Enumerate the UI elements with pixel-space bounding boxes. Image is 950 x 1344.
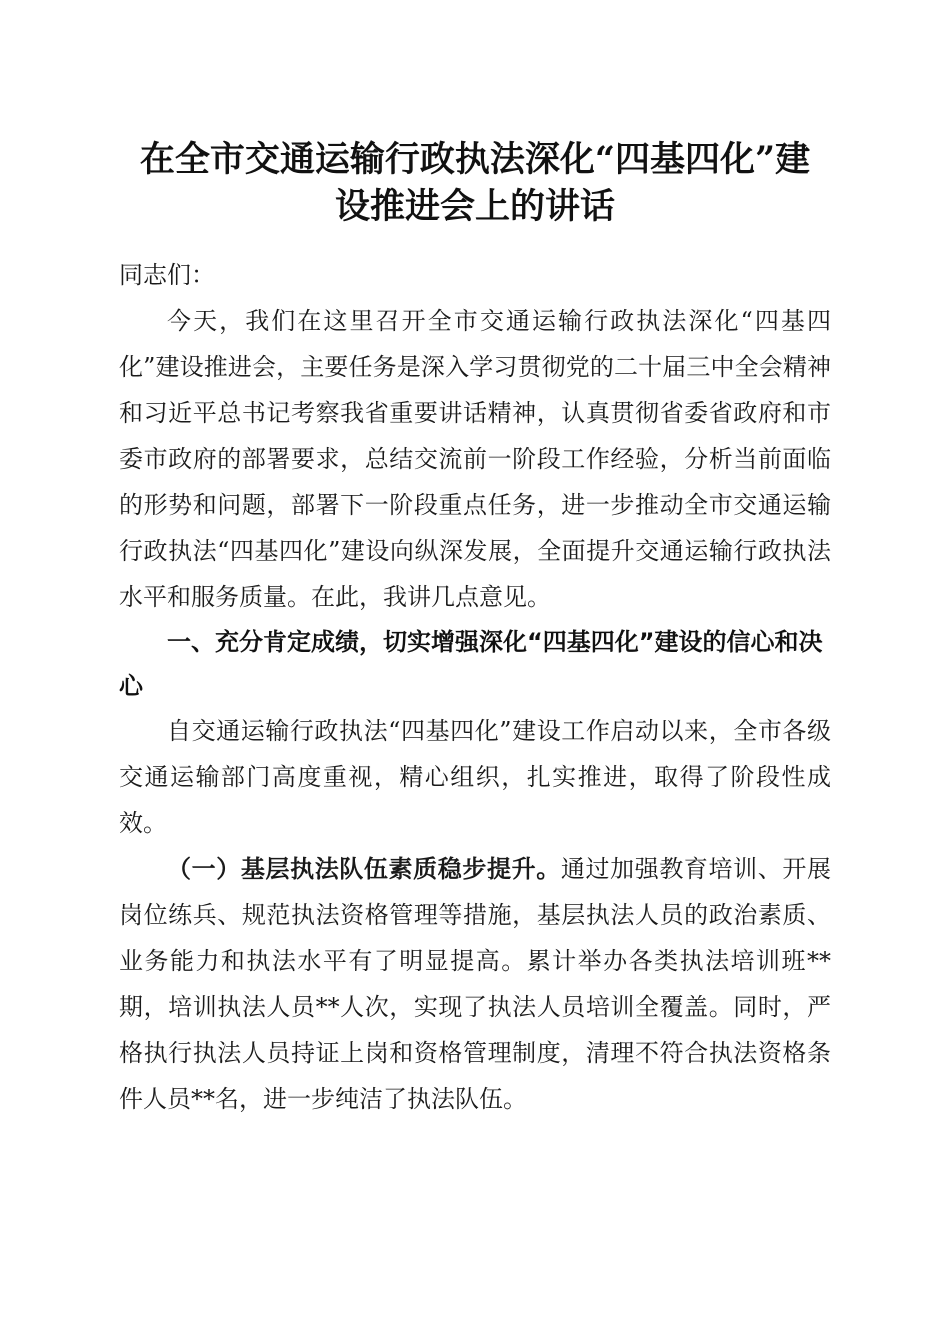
title-line-1: 在全市交通运输行政执法深化“四基四化”建 — [139, 139, 811, 180]
subsection-1-paragraph — [119, 846, 831, 1122]
document-title — [100, 136, 850, 230]
salutation: 同志们： — [119, 261, 215, 289]
subsection-1-body: 通过加强教育培训、开展岗位练兵、规范执法资格管理等措施，基层执法人员的政治素质、业务能力和执法水平有了明显提高。累计举办各类执法培训班**期，培训执法人员**人次，实现了执法人员培训全覆盖。同时，严格执行执法人员持证上岗和资格管理制度，清理不符合执法资格条件人员**名，进一步纯洁了执法队伍。 — [119, 855, 832, 1113]
title-line-2: 设推进会上的讲话 — [334, 186, 615, 227]
subsection-1-lead: （一）基层执法队伍素质稳步提升。 — [167, 854, 561, 883]
section-1-intro-paragraph: 自交通运输行政执法“四基四化”建设工作启动以来，全市各级交通运输部门高度重视，精心组织，扎实推进，取得了阶段性成效。 — [119, 717, 831, 837]
section-1-heading: 一、充分肯定成绩，切实增强深化“四基四化”建设的信心和决心 — [119, 628, 823, 700]
intro-paragraph: 今天，我们在这里召开全市交通运输行政执法深化“四基四化”建设推进会，主要任务是深入学习贯彻党的二十届三中全会精神和习近平总书记考察我省重要讲话精神，认真贯彻省委省政府和市委市政府的部署要求，总结交流前一阶段工作经验，分析当前面临的形势和问题，部署下一阶段重点任务，进一步推动全市交通运输行政执法“四基四化”建设向纵深发展，全面提升交通运输行政执法水平和服务质量。在此，我讲几点意见。 — [119, 307, 831, 611]
document-body — [119, 252, 831, 1122]
